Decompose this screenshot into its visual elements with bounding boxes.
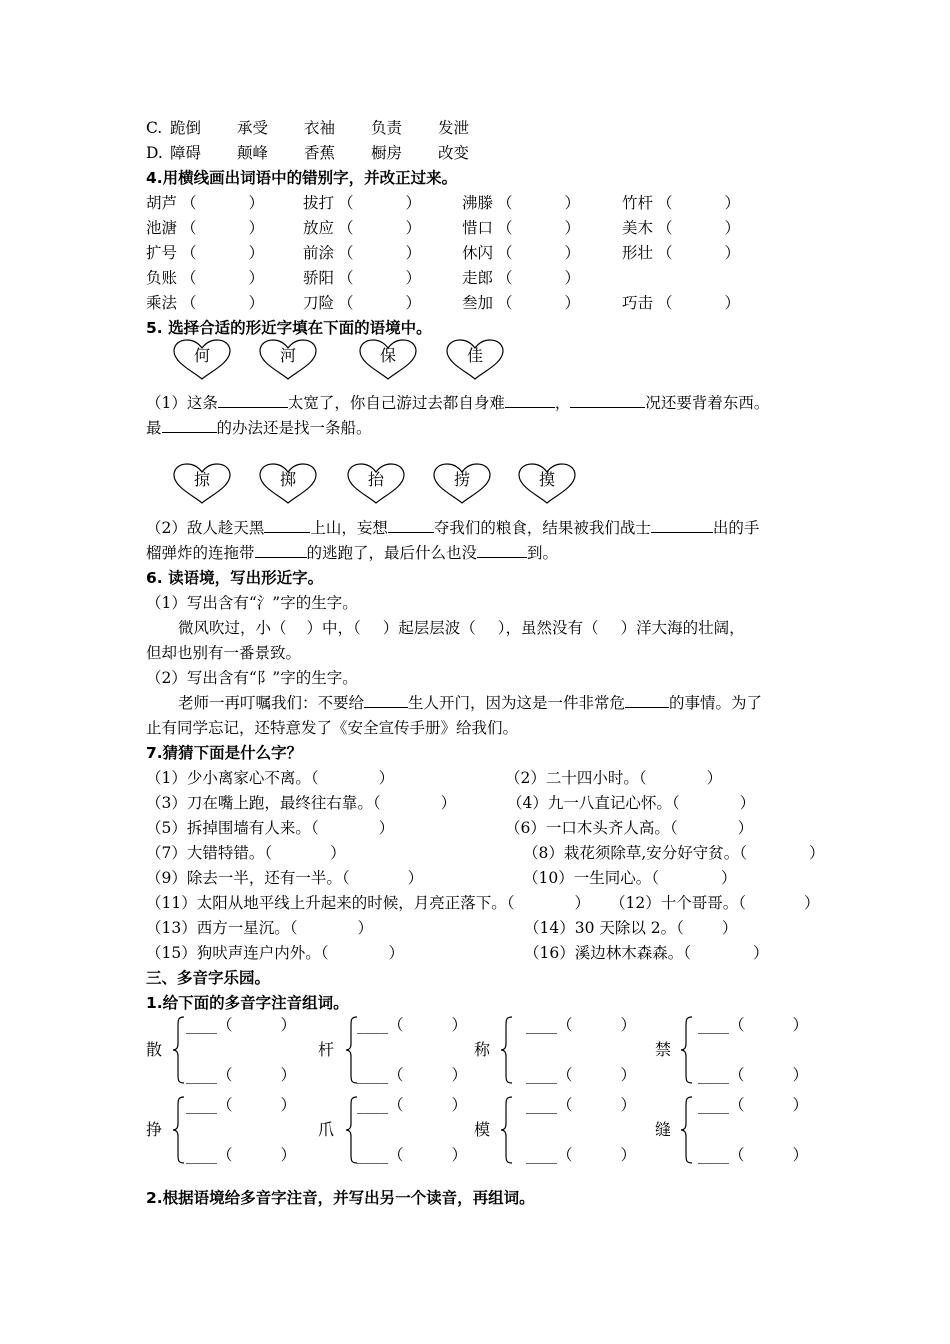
paren-close: ）: [724, 194, 741, 212]
text: 夺我们的粮食，结果被我们战士: [433, 519, 651, 537]
paren-open: （: [497, 244, 513, 262]
q6-part-1-cont: 但却也别有一番景致。: [146, 644, 302, 662]
polyphone-char: 散: [146, 1040, 163, 1059]
section-3-title: 三、多音字乐园。: [146, 969, 271, 987]
polyphone-blank: [526, 1065, 636, 1085]
paren-close: ）: [330, 844, 346, 862]
polyphone-char: 模: [474, 1120, 491, 1139]
riddle-item: [146, 768, 394, 788]
word-blank[interactable]: ____（: [526, 1066, 573, 1084]
q4-item: [622, 193, 740, 213]
paren-open: （: [497, 194, 513, 212]
paren-close: ）: [405, 244, 422, 262]
word: 香蕉: [304, 144, 336, 162]
paren-close: ）: [248, 194, 265, 212]
word: 跪倒: [170, 119, 202, 137]
riddle-text: （7）大错特错。（: [146, 844, 273, 862]
q5-sentence-1-cont: [146, 418, 372, 438]
heart-shape: [172, 463, 232, 505]
heart-char[interactable]: 抬: [367, 470, 384, 489]
text: ），虽然没有（: [497, 619, 599, 637]
word-blank[interactable]: ____（: [526, 1146, 573, 1164]
wrong-word[interactable]: 池溏: [146, 219, 178, 237]
text: 最: [146, 419, 162, 437]
text: 的办法还是找一条船。: [216, 419, 372, 437]
answer-blank[interactable]: [625, 693, 669, 708]
polyphone-char: 挣: [146, 1120, 163, 1139]
paren-close: ）: [248, 294, 265, 312]
text: （1）这条: [146, 394, 218, 412]
paren-close: ）: [407, 869, 424, 887]
paren-open: （: [657, 244, 673, 262]
polyphone-char: 称: [474, 1040, 491, 1059]
polyphone-blank: [526, 1015, 636, 1035]
word-blank[interactable]: ____（: [698, 1146, 745, 1164]
polyphone-blank: [698, 1145, 808, 1165]
q5-sentence-2: [146, 518, 759, 538]
brace-icon: [172, 1096, 186, 1164]
text: 的事情。为了: [669, 694, 763, 712]
polyphone-blank: [698, 1015, 808, 1035]
q4-item: [303, 243, 421, 263]
polyphone-blank: [357, 1065, 467, 1085]
option-d-row: [146, 143, 470, 163]
word-blank[interactable]: ____（: [698, 1066, 745, 1084]
paren-close: ）: [451, 1146, 468, 1164]
q6-part-2-cont: 止有同学忘记，还特意发了《安全宣传手册》给我们。: [146, 719, 519, 737]
heart-shape: [258, 463, 318, 505]
word-blank[interactable]: ____（: [357, 1066, 404, 1084]
paren-close: ）: [440, 794, 457, 812]
text: 的逃跑了，最后什么也没: [306, 544, 478, 562]
q4-item: [146, 293, 264, 313]
option-c-label: C.: [146, 119, 163, 137]
paren-open: （: [181, 294, 197, 312]
polyphone-blank: [186, 1065, 296, 1085]
paren-close: ）: [574, 894, 590, 912]
riddle-item: [146, 793, 456, 813]
q4-item: [146, 268, 264, 288]
q6-title: 6. 读语境，写出形近字。: [146, 569, 324, 587]
answer-blank[interactable]: [505, 393, 555, 408]
word-blank[interactable]: ____（: [186, 1016, 233, 1034]
riddle-text: （2）二十四小时。（: [505, 769, 647, 787]
riddle-item: [146, 843, 346, 863]
riddle-text: （13）西方一星沉。（: [146, 919, 298, 937]
heart-shape: [358, 339, 418, 381]
riddle-text: （11）太阳从地平线上升起来的时候，月亮正落下。（: [146, 894, 515, 912]
paren-close: ）: [451, 1096, 468, 1114]
q4-item: [146, 243, 264, 263]
word-blank[interactable]: ____（: [357, 1016, 404, 1034]
answer-blank[interactable]: [255, 543, 307, 558]
riddle-text: （5）拆掉围墙有人来。（: [146, 819, 319, 837]
paren-close: ）: [724, 219, 741, 237]
riddle-item: [146, 943, 404, 963]
wrong-word[interactable]: 乘法: [146, 294, 178, 312]
q6-part-1-sentence: [178, 618, 745, 638]
word: 改变: [438, 144, 470, 162]
brace-icon: [680, 1096, 694, 1164]
q4-title: 4.用横线画出词语中的错别字，并改正过来。: [146, 169, 458, 187]
paren-close: ）: [564, 269, 581, 287]
riddle-item: [505, 818, 753, 838]
heart-char[interactable]: 捞: [453, 470, 470, 489]
polyphone-blank: [526, 1095, 636, 1115]
paren-close: ）: [724, 244, 741, 262]
q4-item: [622, 293, 740, 313]
wrong-word[interactable]: 惜口: [462, 219, 494, 237]
polyphone-blank: [357, 1015, 467, 1035]
q4-item: [622, 218, 740, 238]
word-blank[interactable]: ____（: [698, 1016, 745, 1034]
riddle-text: （14）30 天除以 2。（: [524, 919, 684, 937]
paren-open: （: [338, 194, 354, 212]
word-blank[interactable]: ____（: [526, 1096, 573, 1114]
text: 上山，妄想: [310, 519, 388, 537]
riddle-item: [146, 868, 423, 888]
riddle-text: （6）一口木头齐人高。（: [505, 819, 678, 837]
polyphone-blank: [357, 1095, 467, 1115]
paren-open: （: [657, 194, 673, 212]
heart-shape: [346, 463, 406, 505]
paren-open: （: [338, 219, 354, 237]
q6-part-2-sentence: [178, 693, 762, 713]
paren-close: ）: [564, 244, 581, 262]
riddle-item: [523, 868, 737, 888]
word-blank[interactable]: ____（: [698, 1096, 745, 1114]
riddle-text: （15）狗吠声连户内外。（: [146, 944, 329, 962]
word: 衣袖: [304, 119, 336, 137]
paren-open: （: [181, 244, 197, 262]
paren-close: ）: [724, 294, 741, 312]
q4-item: [462, 218, 580, 238]
s3-q1-title: 1.给下面的多音字注音组词。: [146, 994, 349, 1012]
text: 况还要背着东西。: [645, 394, 770, 412]
paren-close: ）: [280, 1016, 297, 1034]
paren-open: （: [497, 294, 513, 312]
polyphone-char: 禁: [655, 1040, 672, 1059]
word: 发泄: [438, 119, 470, 137]
paren-open: （: [338, 244, 354, 262]
riddle-text: （12）十个哥哥。（: [610, 894, 746, 912]
wrong-word[interactable]: 胡芦: [146, 194, 178, 212]
paren-close: ）: [737, 819, 754, 837]
paren-close: ）: [809, 844, 825, 862]
heart-shape: [445, 339, 505, 381]
paren-close: ）: [706, 769, 723, 787]
paren-close: ）: [378, 819, 395, 837]
heart-char[interactable]: 掷: [279, 470, 296, 489]
word: 障碍: [170, 144, 202, 162]
paren-open: （: [497, 269, 513, 287]
brace-icon: [500, 1016, 514, 1084]
heart-char[interactable]: 掠: [193, 470, 210, 489]
paren-close: ）: [792, 1096, 809, 1114]
wrong-word[interactable]: 前涂: [303, 244, 335, 262]
wrong-word[interactable]: 拔打: [303, 194, 335, 212]
answer-blank[interactable]: [364, 693, 408, 708]
paren-close: ）: [378, 769, 395, 787]
paren-open: （: [181, 194, 197, 212]
heart-shape: [432, 463, 492, 505]
brace-icon: [500, 1096, 514, 1164]
q4-item: [303, 268, 421, 288]
paren-close: ）: [620, 1016, 637, 1034]
answer-blank[interactable]: [264, 518, 310, 533]
paren-close: ）: [620, 1066, 637, 1084]
q4-item: [303, 293, 421, 313]
answer-blank[interactable]: [570, 393, 645, 408]
wrong-word[interactable]: 放应: [303, 219, 335, 237]
heart-char[interactable]: 河: [279, 346, 296, 365]
word-blank[interactable]: ____（: [186, 1146, 233, 1164]
answer-blank[interactable]: [162, 418, 217, 433]
paren-close: ）: [792, 1066, 809, 1084]
word: 颠峰: [237, 144, 269, 162]
paren-close: ）: [564, 194, 581, 212]
word-blank[interactable]: ____（: [357, 1146, 404, 1164]
paren-close: ）: [752, 944, 769, 962]
polyphone-blank: [186, 1015, 296, 1035]
polyphone-blank: [526, 1145, 636, 1165]
paren-close: ）: [388, 944, 404, 962]
riddle-text: （16）溪边林木森森。（: [524, 944, 691, 962]
wrong-word[interactable]: 巧击: [622, 294, 654, 312]
word: 承受: [237, 119, 269, 137]
wrong-word[interactable]: 竹杆: [622, 194, 654, 212]
wrong-word[interactable]: 休闪: [462, 244, 494, 262]
text: 出的手: [712, 519, 760, 537]
q4-item: [303, 193, 421, 213]
paren-open: （: [497, 219, 513, 237]
q4-item: [622, 243, 740, 263]
text: 太宽了，你自己游过去都自身难: [287, 394, 505, 412]
q4-item: [462, 293, 580, 313]
wrong-word[interactable]: 走郎: [462, 269, 494, 287]
q5-sentence-1: [146, 393, 769, 413]
q6-part-1: （1）写出含有“氵”字的生字。: [146, 594, 358, 612]
paren-close: ）: [620, 1146, 637, 1164]
paren-open: （: [181, 219, 197, 237]
riddle-text: （8）栽花须除草,安分好守贫。（: [523, 844, 748, 862]
word-blank[interactable]: ____（: [186, 1096, 233, 1114]
q4-item: [303, 218, 421, 238]
heart-char[interactable]: 佳: [466, 346, 483, 365]
q5-sentence-2-cont: [146, 543, 558, 563]
paren-close: ）: [564, 294, 581, 312]
paren-close: ）: [620, 1096, 637, 1114]
paren-open: （: [181, 269, 197, 287]
word-blank[interactable]: ____（: [186, 1066, 233, 1084]
paren-close: ）: [248, 269, 265, 287]
text: 生人开门，因为这是一件非常危: [408, 694, 626, 712]
wrong-word[interactable]: 骄阳: [303, 269, 335, 287]
riddle-item: [610, 893, 820, 913]
wrong-word[interactable]: 形壮: [622, 244, 654, 262]
answer-blank[interactable]: [218, 393, 288, 408]
heart-char[interactable]: 摸: [538, 470, 555, 489]
riddle-item: [524, 918, 737, 938]
q4-item: [146, 218, 264, 238]
answer-blank[interactable]: [477, 543, 527, 558]
wrong-word[interactable]: 刀险: [303, 294, 335, 312]
q4-item: [462, 243, 580, 263]
word-blank[interactable]: ____（: [526, 1016, 573, 1034]
polyphone-blank: [186, 1145, 296, 1165]
paren-close: ）: [564, 219, 581, 237]
text: 榴弹炸的连拖带: [146, 544, 255, 562]
paren-close: ）: [405, 294, 422, 312]
text: ，: [554, 394, 571, 412]
text: ）中，（: [306, 619, 361, 637]
q7-title: 7.猜猜下面是什么字？: [146, 744, 303, 762]
riddle-item: [507, 793, 755, 813]
paren-close: ）: [451, 1016, 468, 1034]
riddle-text: （9）除去一半，还有一半。（: [146, 869, 350, 887]
q4-item: [462, 193, 580, 213]
polyphone-blank: [698, 1065, 808, 1085]
riddle-item: [146, 818, 394, 838]
paren-open: （: [657, 294, 673, 312]
paren-close: ）: [248, 244, 265, 262]
s3-q2-title: 2.根据语境给多音字注音，并写出另一个读音，再组词。: [146, 1189, 535, 1207]
answer-blank[interactable]: [388, 518, 434, 533]
polyphone-blank: [186, 1095, 296, 1115]
paren-close: ）: [280, 1096, 297, 1114]
riddle-item: [146, 918, 373, 938]
paren-close: ）: [720, 869, 737, 887]
wrong-word[interactable]: 扩号: [146, 244, 178, 262]
riddle-text: （10）一生同心。（: [523, 869, 659, 887]
heart-shape: [517, 463, 577, 505]
text: 微风吹过，小（: [178, 619, 287, 637]
brace-icon: [172, 1016, 186, 1084]
heart-shape: [258, 339, 318, 381]
wrong-word[interactable]: 负账: [146, 269, 178, 287]
q5-title: 5. 选择合适的形近字填在下面的语境中。: [146, 319, 432, 337]
q4-item: [462, 268, 580, 288]
heart-char[interactable]: 何: [193, 346, 210, 365]
paren-close: ）: [280, 1146, 297, 1164]
riddle-item: [524, 943, 769, 963]
paren-close: ）: [405, 219, 422, 237]
wrong-word[interactable]: 美木: [622, 219, 654, 237]
text: ）洋大海的壮阔，: [620, 619, 745, 637]
heart-shape: [172, 339, 232, 381]
paren-close: ）: [792, 1016, 809, 1034]
text: 老师一再叮嘱我们：不要给: [178, 694, 365, 712]
polyphone-blank: [357, 1145, 467, 1165]
paren-open: （: [338, 294, 354, 312]
riddle-item: [146, 893, 590, 913]
paren-close: ）: [405, 194, 422, 212]
paren-close: ）: [248, 219, 265, 237]
paren-open: （: [657, 219, 673, 237]
riddle-text: （1）少小离家心不离。（: [146, 769, 319, 787]
text: ）起层层波（: [382, 619, 476, 637]
q6-part-2: （2）写出含有“阝”字的生字。: [146, 669, 358, 687]
text: 到。: [527, 544, 559, 562]
paren-close: ）: [739, 794, 756, 812]
paren-close: ）: [792, 1146, 809, 1164]
option-c-row: [146, 118, 470, 138]
paren-close: ）: [721, 919, 738, 937]
answer-blank[interactable]: [651, 518, 713, 533]
word: 负责: [371, 119, 403, 137]
riddle-item: [523, 843, 825, 863]
wrong-word[interactable]: 叁加: [462, 294, 494, 312]
heart-char[interactable]: 保: [379, 346, 396, 365]
polyphone-char: 爪: [318, 1120, 335, 1139]
riddle-item: [505, 768, 722, 788]
paren-close: ）: [803, 894, 820, 912]
riddle-text: （3）刀在嘴上跑，最终往右靠。（: [146, 794, 381, 812]
paren-close: ）: [357, 919, 373, 937]
word: 橱房: [371, 144, 403, 162]
q4-item: [146, 193, 264, 213]
paren-close: ）: [451, 1066, 468, 1084]
paren-open: （: [338, 269, 354, 287]
text: （2）敌人趁天黑: [146, 519, 265, 537]
polyphone-blank: [698, 1095, 808, 1115]
paren-close: ）: [280, 1066, 297, 1084]
polyphone-char: 杆: [318, 1040, 335, 1059]
word-blank[interactable]: ____（: [357, 1096, 404, 1114]
paren-close: ）: [405, 269, 422, 287]
wrong-word[interactable]: 沸滕: [462, 194, 494, 212]
polyphone-char: 缝: [655, 1120, 672, 1139]
option-d-label: D.: [146, 144, 163, 162]
riddle-text: （4）九一八直记心怀。（: [507, 794, 680, 812]
brace-icon: [680, 1016, 694, 1084]
